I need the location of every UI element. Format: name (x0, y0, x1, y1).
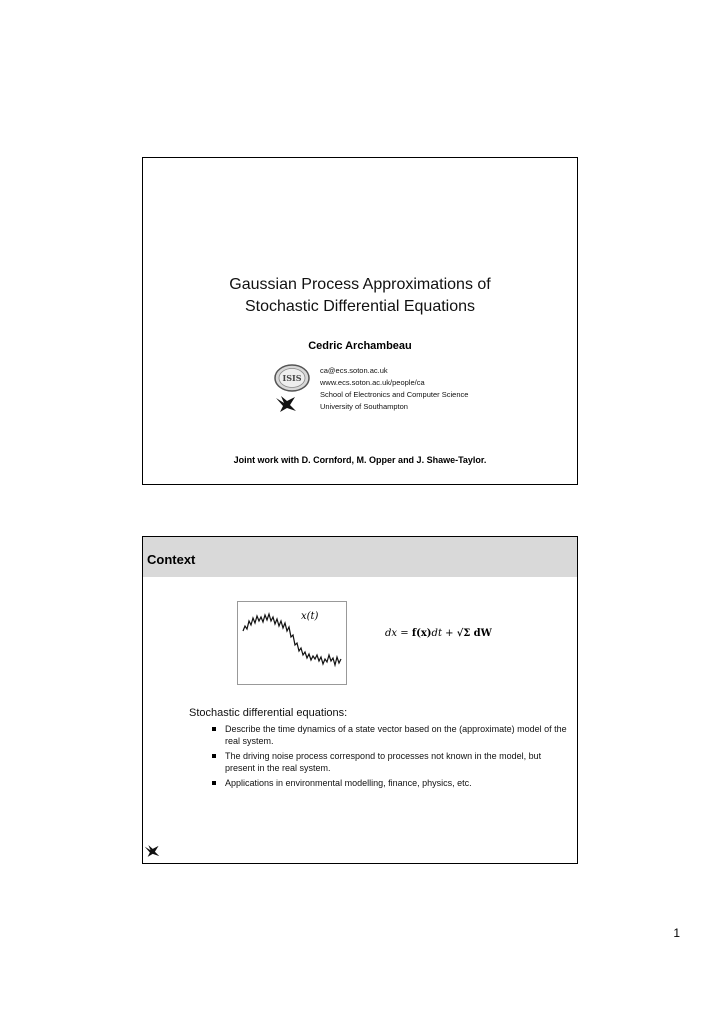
author-name: Cedric Archambeau (308, 340, 412, 352)
presentation-title (143, 274, 577, 318)
joint-work-note: Joint work with D. Cornford, M. Opper and J. Shawe-Taylor. (233, 455, 487, 465)
list-item: Describe the time dynamics of a state vector based on the (approximate) model of the real system. (189, 723, 569, 747)
page-number: 1 (673, 926, 680, 940)
sde-sample-path-plot (237, 601, 347, 685)
isis-logo-icon (273, 363, 311, 393)
slide-body (189, 707, 569, 792)
bullet-icon (212, 754, 216, 758)
contact-website: www.ecs.soton.ac.uk/people/ca (320, 378, 425, 387)
slide-header-bar (143, 537, 577, 577)
eq-sqrt-sigma: √Σ (456, 628, 471, 639)
body-intro: Stochastic differential equations: (189, 707, 348, 719)
isis-logo-text: ISIS (282, 373, 302, 383)
plot-label: x(t) (301, 611, 319, 622)
slide-header-title: Context (147, 552, 196, 567)
eq-dw: dW (473, 628, 492, 639)
contact-school: School of Electronics and Computer Science (320, 390, 469, 399)
list-item: Applications in environmental modelling, finance, physics, etc. (189, 777, 569, 789)
eq-drift: f(x) (411, 628, 432, 639)
bullet-icon (212, 781, 216, 785)
sde-equation (385, 628, 492, 639)
title-slide (142, 157, 578, 485)
eq-equals: = (400, 628, 409, 639)
title-line-2: Stochastic Differential Equations (244, 298, 476, 315)
southampton-logo-icon (275, 395, 297, 413)
eq-plus: + (445, 628, 454, 639)
context-slide (142, 536, 578, 864)
title-line-1: Gaussian Process Approximations of (229, 276, 491, 293)
list-item: The driving noise process correspond to processes not known in the model, but present in the real system. (189, 750, 569, 774)
contact-block (320, 365, 468, 413)
bullet-list (189, 723, 569, 789)
contact-email: ca@ecs.soton.ac.uk (320, 366, 388, 375)
eq-dt: dt (431, 628, 442, 639)
contact-university: University of Southampton (320, 402, 408, 411)
southampton-logo-icon (144, 844, 160, 858)
eq-dx: dx (385, 628, 398, 639)
bullet-icon (212, 727, 216, 731)
